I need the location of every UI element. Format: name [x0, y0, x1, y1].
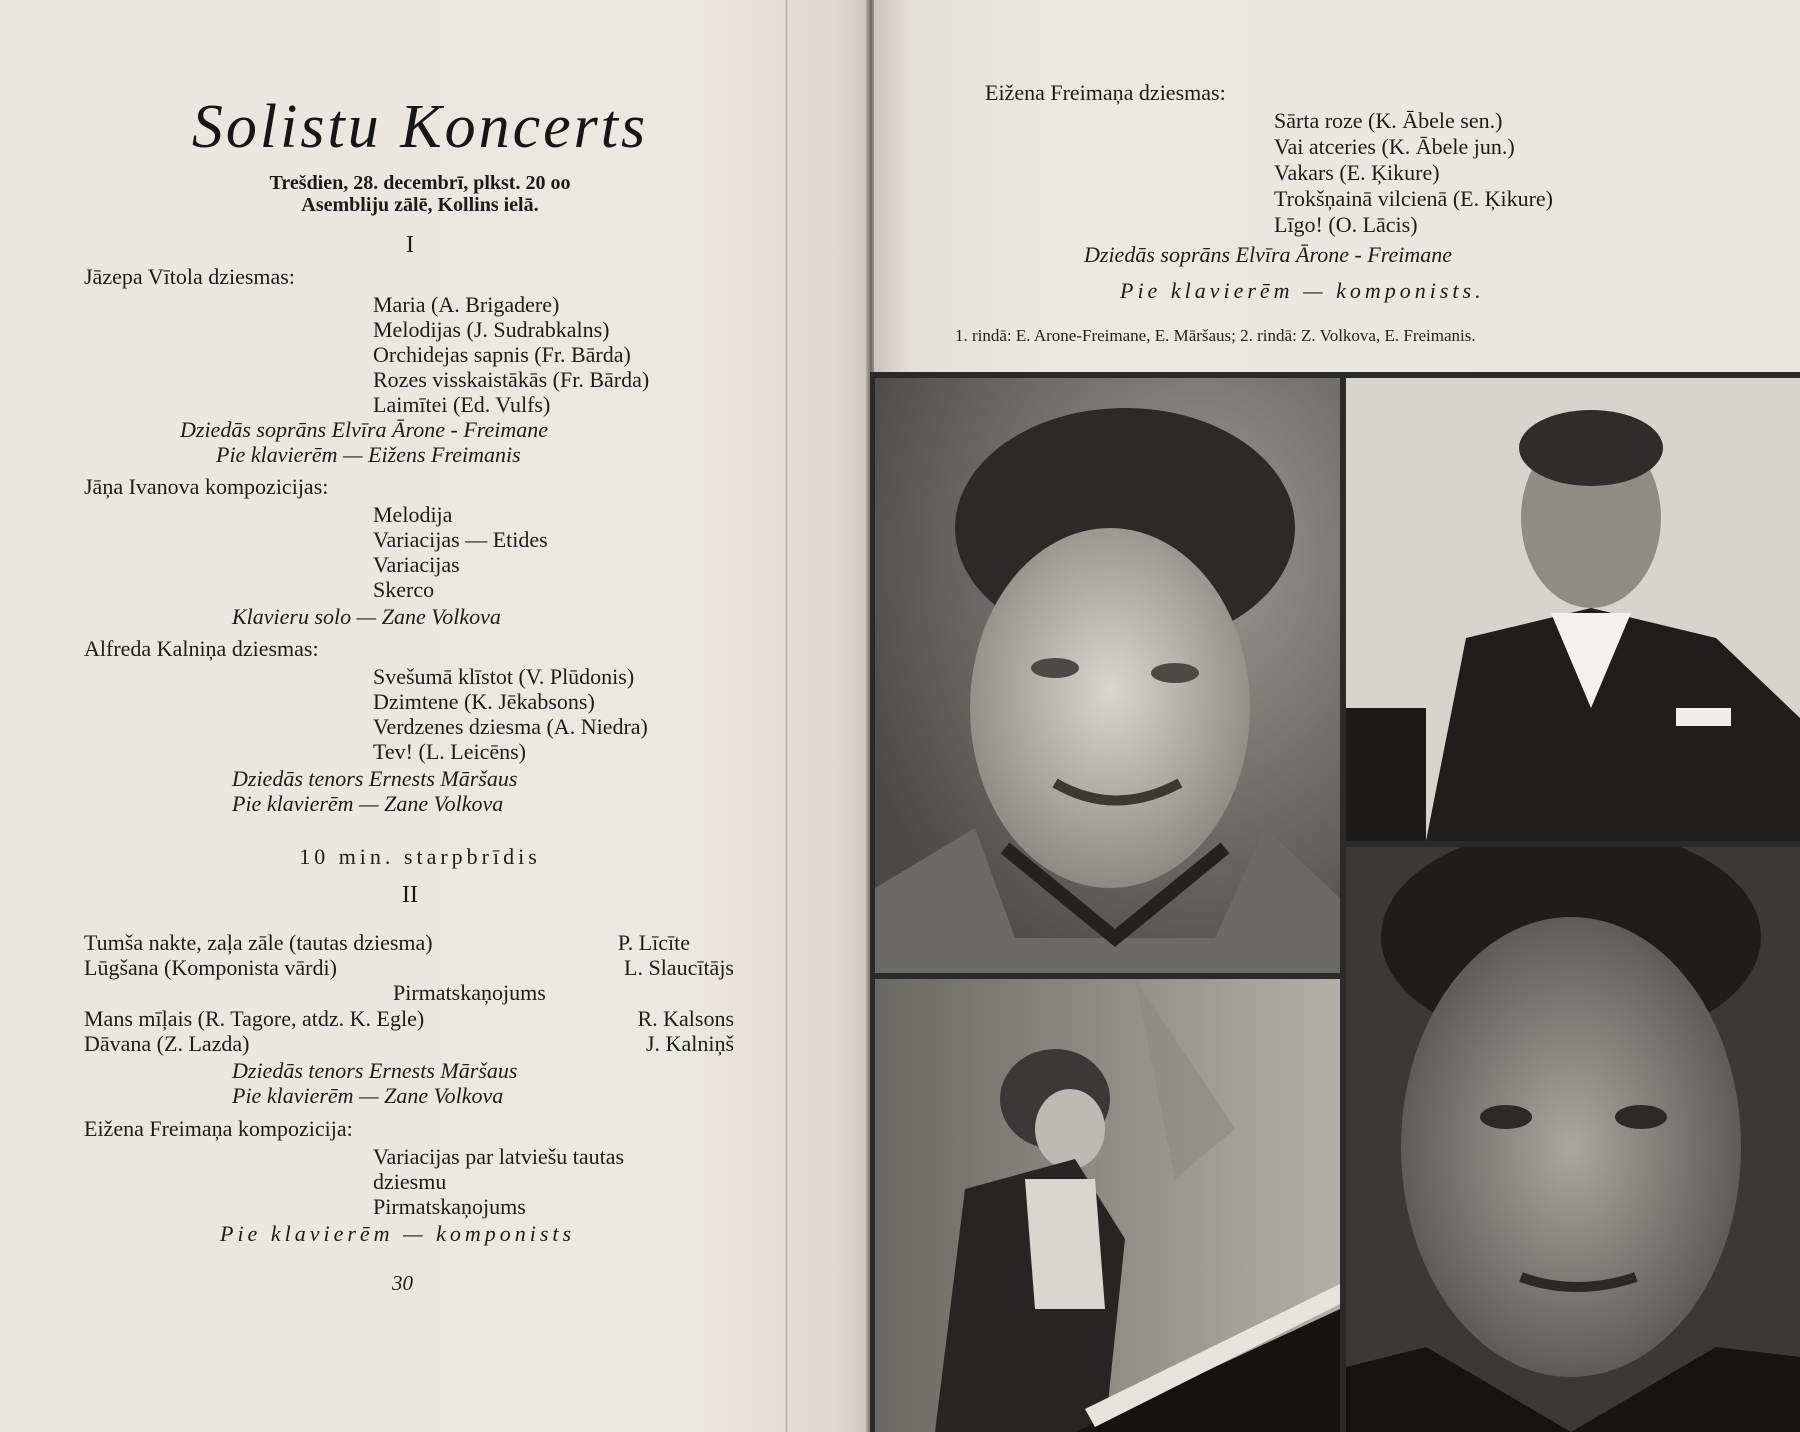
vitols-heading: Jāzepa Vītola dziesmas: — [84, 264, 295, 289]
kalnins-song: Svešumā klīstot (V. Plūdonis) — [373, 664, 635, 689]
kalnins-singer: Dziedās tenors Ernests Māršaus — [232, 766, 518, 791]
date-line: Trešdien, 28. decembrī, plkst. 20 oo — [269, 172, 571, 194]
part-two-title: Dāvana (Z. Lazda) — [84, 1031, 250, 1056]
part-two-singer: Dziedās tenors Ernests Māršaus — [232, 1058, 518, 1083]
vitols-song: Laimītei (Ed. Vulfs) — [373, 392, 551, 417]
freimanis-song: Vai atceries (K. Ābele jun.) — [1274, 134, 1515, 159]
vitols-song: Maria (A. Brigadere) — [373, 292, 560, 317]
ivanovs-piece: Variacijas — [373, 552, 460, 577]
kalnins-song: Verdzenes dziesma (A. Niedra) — [373, 714, 648, 739]
kalnins-pianist: Pie klavierēm — Zane Volkova — [232, 791, 504, 816]
part-two-title: Lūgšana (Komponista vārdi) — [84, 955, 337, 980]
part-one-heading: I — [406, 232, 414, 258]
part-two-composer: J. Kalniņš — [646, 1031, 734, 1056]
intermission: 10 min. starpbrīdis — [299, 844, 541, 869]
ivanovs-piece: Variacijas — Etides — [373, 527, 548, 552]
left-page — [0, 0, 868, 1432]
vitols-singer: Dziedās soprāns Elvīra Ārone - Freimane — [180, 417, 549, 442]
freimanis-pianist: Pie klavierēm — komponists — [220, 1221, 576, 1246]
kalnins-song: Dzimtene (K. Jēkabsons) — [373, 689, 595, 714]
freimanis-song: Vakars (E. Ķikure) — [1274, 160, 1440, 185]
freimanis-song: Trokšņainā vilcienā (E. Ķikure) — [1274, 186, 1554, 211]
vitols-song: Orchidejas sapnis (Fr. Bārda) — [373, 342, 631, 367]
freimanis-heading: Eižena Freimaņa kompozicija: — [84, 1116, 353, 1141]
photo-caption: 1. rindā: E. Arone-Freimane, E. Māršaus; 2. rindā: Z. Volkova, E. Freimanis. — [955, 326, 1476, 345]
part-two-pianist: Pie klavierēm — Zane Volkova — [232, 1083, 504, 1108]
page-number: 30 — [392, 1271, 413, 1295]
freimanis-song: Līgo! (O. Lācis) — [1274, 212, 1418, 237]
concert-title: Solistu Koncerts — [191, 93, 649, 161]
freimanis-piece: Variacijas par latviešu tautas — [373, 1144, 625, 1169]
page-crease — [785, 0, 788, 1432]
premiere-note: Pirmatskaņojums — [393, 980, 546, 1005]
kalnins-song: Tev! (L. Leicēns) — [373, 739, 526, 764]
freimanis-song: Sārta roze (K. Ābele sen.) — [1274, 108, 1503, 133]
ivanovs-heading: Jāņa Ivanova kompozicijas: — [84, 474, 329, 499]
vitols-song: Rozes visskaistākās (Fr. Bārda) — [373, 367, 650, 392]
freimanis-piece: dziesmu — [373, 1169, 447, 1194]
vitols-pianist: Pie klavierēm — Eižens Freimanis — [216, 442, 521, 467]
photo-composer — [1346, 847, 1800, 1432]
kalnins-heading: Alfreda Kalniņa dziesmas: — [84, 636, 319, 661]
ivanovs-solo: Klavieru solo — Zane Volkova — [232, 604, 501, 629]
venue-line: Asembliju zālē, Kollins ielā. — [301, 194, 539, 216]
freimanis-premiere: Pirmatskaņojums — [373, 1194, 526, 1219]
part-two-heading: II — [402, 882, 418, 908]
ivanovs-piece: Skerco — [373, 577, 435, 602]
photo-pianist — [875, 979, 1340, 1432]
part-two-composer: R. Kalsons — [637, 1006, 734, 1031]
photo-tenor — [1346, 378, 1800, 841]
right-pianist: Pie klavierēm — komponists. — [1120, 278, 1485, 303]
vitols-song: Melodijas (J. Sudrabkalns) — [373, 317, 610, 342]
right-singer: Dziedās soprāns Elvīra Ārone - Freimane — [1084, 242, 1453, 267]
part-two-composer: L. Slaucītājs — [624, 955, 734, 980]
part-two-title: Mans mīļais (R. Tagore, atdz. K. Egle) — [84, 1006, 425, 1031]
photo-soprano — [875, 378, 1340, 973]
part-two-title: Tumša nakte, zaļa zāle (tautas dziesma) — [84, 930, 433, 955]
part-two-composer: P. Līcīte — [617, 930, 690, 955]
freimanis-songs-heading: Eižena Freimaņa dziesmas: — [985, 80, 1226, 105]
ivanovs-piece: Melodija — [373, 502, 453, 527]
